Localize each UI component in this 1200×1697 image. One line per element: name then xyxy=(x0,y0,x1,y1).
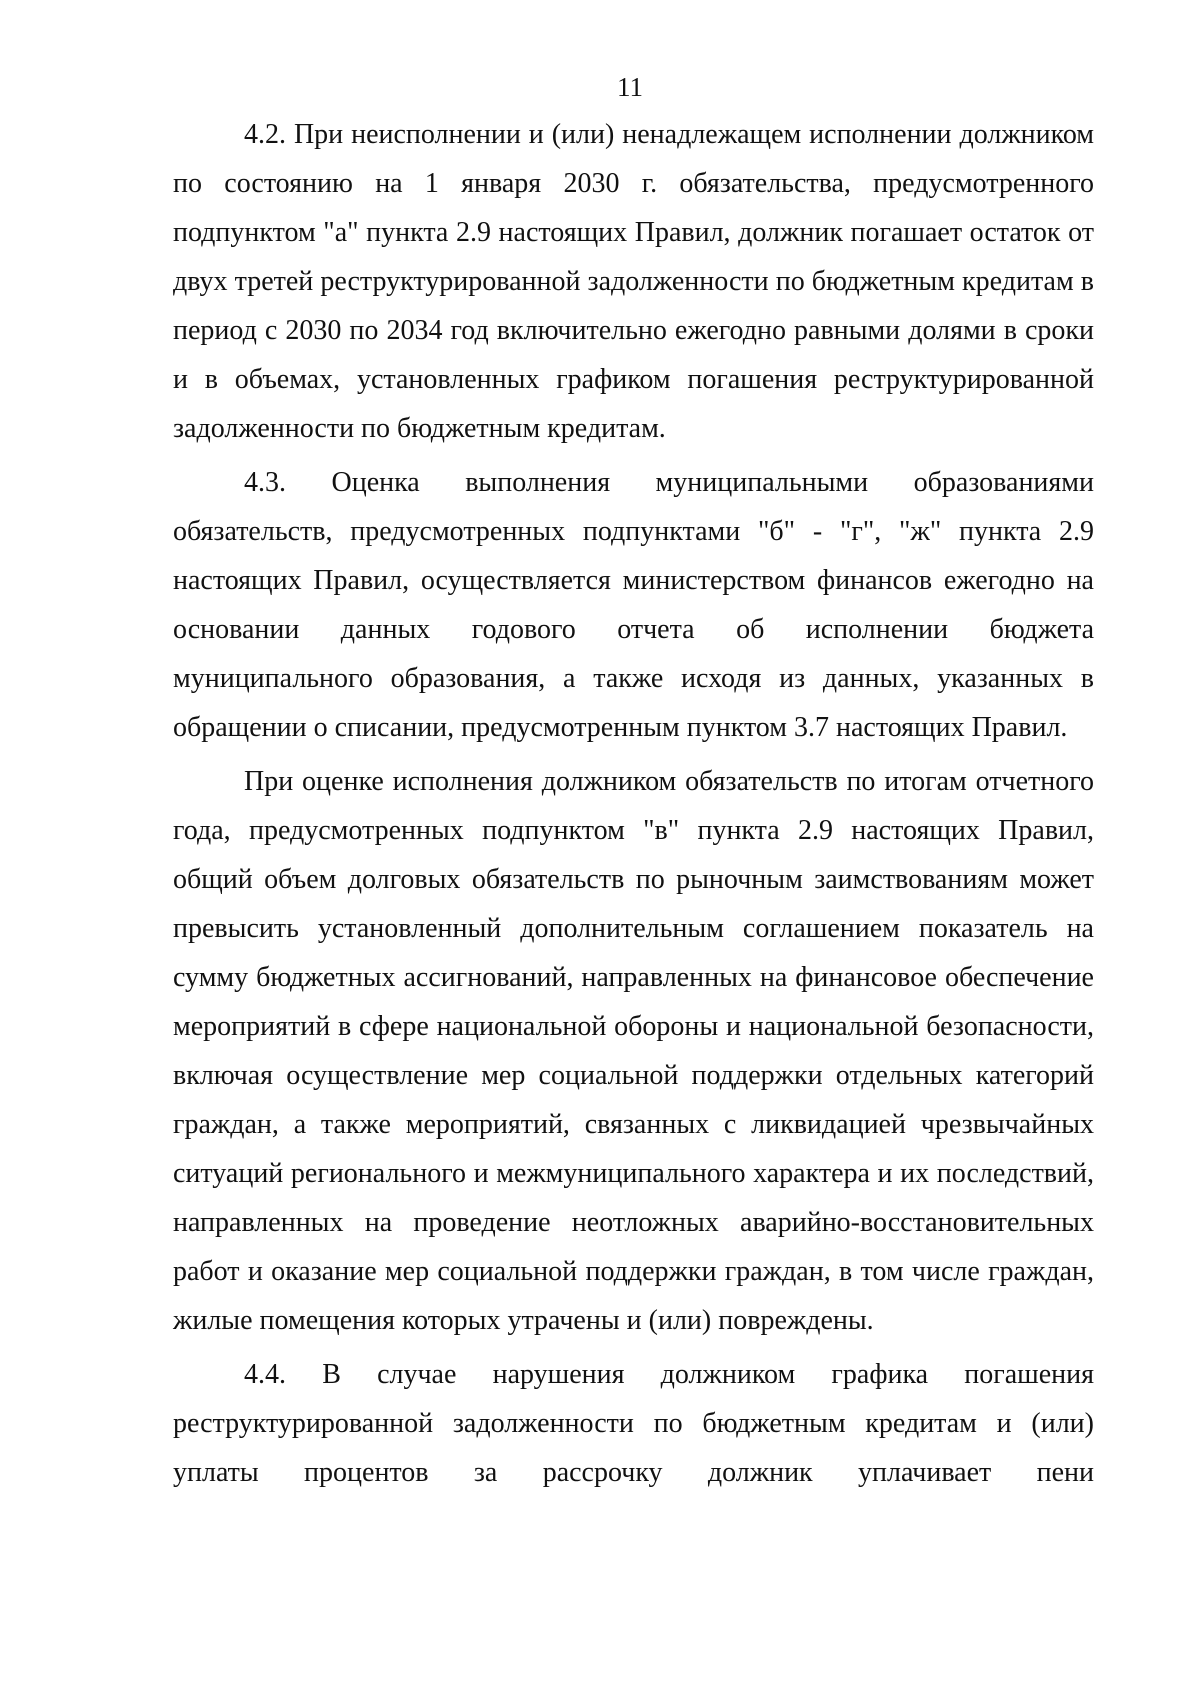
paragraph-4-3: 4.3. Оценка выполнения муниципальными образованиями обязательств, предусмотренных подпунктами "б" - "г", "ж" пункта 2.9 настоящих Правил, осуществляется министерством финансов ежегодно на основании данных годового отчета об исполнении бюджета муниципального образования, а также исходя из данных, указанных в обращении о списании, предусмотренным пунктом 3.7 настоящих Правил. xyxy=(173,467,1094,743)
paragraph-4-4: 4.4. В случае нарушения должником графика погашения реструктурированной задолженности по бюджетным кредитам и (или) уплаты процентов за рассрочку должник уплачивает пени xyxy=(173,1359,1094,1488)
paragraph-4-3-evaluation: При оценке исполнения должником обязательств по итогам отчетного года, предусмотренных подпунктом "в" пункта 2.9 настоящих Правил, общий объем долговых обязательств по рыночным заимствованиям может превысить установленный дополнительным соглашением показатель на сумму бюджетных ассигнований, направленных на финансовое обеспечение мероприятий в сфере национальной обороны и национальной безопасности, включая осуществление мер социальной поддержки отдельных категорий граждан, а также мероприятий, связанных с ликвидацией чрезвычайных ситуаций регионального и межмуниципального характера и их последствий, направленных на проведение неотложных аварийно-восстановительных работ и оказание мер социальной поддержки граждан, в том числе граждан, жилые помещения которых утрачены и (или) повреждены. xyxy=(173,766,1094,1336)
page-number: 11 xyxy=(617,72,643,102)
paragraph-4-2: 4.2. При неисполнении и (или) ненадлежащем исполнении должником по состоянию на 1 января 2030 г. обязательства, предусмотренного подпунктом "а" пункта 2.9 настоящих Правил, должник погашает остаток от двух третей реструктурированной задолженности по бюджетным кредитам в период с 2030 по 2034 год включительно ежегодно равными долями в сроки и в объемах, установленных графиком погашения реструктурированной задолженности по бюджетным кредитам. xyxy=(173,119,1094,444)
document-body xyxy=(173,110,1094,1497)
